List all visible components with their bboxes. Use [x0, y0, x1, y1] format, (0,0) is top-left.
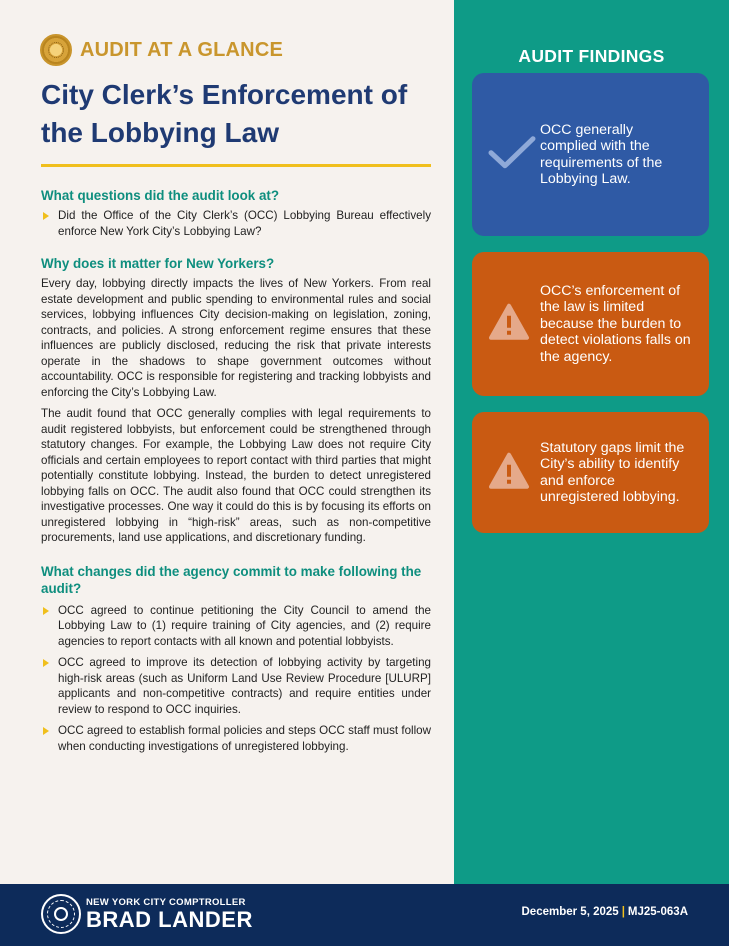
- findings-title: AUDIT FINDINGS: [518, 46, 665, 66]
- finding-card-enforcement: [472, 252, 709, 396]
- section-heading-why: Why does it matter for New Yorkers?: [41, 256, 275, 271]
- finding-card-compliance: [472, 73, 709, 236]
- questions-list: [41, 208, 431, 239]
- changes-list: [41, 603, 431, 755]
- paragraph: Every day, lobbying directly impacts the lives of New Yorkers. From real estate development and public spending to environmental rules and social services, lobbying influences City decision-making on legislation, zoning, contracts, and policies. A strong enforcement regime ensures that these influences are publicly disclosed, reducing the risk that private interests operate in the shadows to shape government outcomes without accountability. OCC is responsible for registering and tracking lobbyists and enforcing the City’s Lobbying Law.: [41, 277, 431, 399]
- finding-text: Statutory gaps limit the City’s ability to identify and enforce unregistered lobbying.: [540, 439, 685, 505]
- list-item: Did the Office of the City Clerk’s (OCC) Lobbying Bureau effectively enforce New York City’s Lobbying Law?: [41, 208, 431, 239]
- city-seal-icon: [40, 34, 72, 66]
- report-meta: [522, 906, 689, 918]
- separator: |: [621, 906, 625, 918]
- finding-text: OCC’s enforcement of the law is limited because the burden to detect violations falls on the agency.: [540, 282, 691, 365]
- office-name: NEW YORK CITY COMPTROLLER: [86, 897, 246, 908]
- list-item: OCC agreed to continue petitioning the City Council to amend the Lobbying Law to (1) require training of City agencies, and (2) require agencies to report contacts with all known and potential lobbyists.: [41, 603, 431, 650]
- findings-panel: [454, 0, 729, 884]
- finding-text: OCC generally complied with the requirements of the Lobbying Law.: [540, 121, 663, 187]
- footer: [0, 884, 729, 946]
- glance-label: AUDIT AT A GLANCE: [80, 38, 284, 61]
- report-id: MJ25-063A: [627, 906, 688, 918]
- comptroller-name: BRAD LANDER: [86, 907, 253, 932]
- title-divider: [41, 164, 431, 167]
- warning-icon: [488, 451, 530, 494]
- list-item: OCC agreed to establish formal policies and steps OCC staff must follow when conducting investigations of unregistered lobbying.: [41, 723, 431, 754]
- section-heading-questions: What questions did the audit look at?: [41, 188, 280, 203]
- report-date: December 5, 2025: [521, 906, 619, 918]
- list-item: OCC agreed to improve its detection of lobbying activity by targeting high-risk areas (such as Uniform Land Use Review Procedure [ULURP] applicants and non-competitive contracts) and require entities under review to respond to OCC inquiries.: [41, 655, 431, 717]
- page-title: City Clerk’s Enforcement of the Lobbying Law: [41, 79, 408, 148]
- checkmark-icon: [488, 135, 536, 174]
- glance-header: [40, 34, 430, 66]
- section-heading-changes: What changes did the agency commit to make following the audit?: [41, 563, 422, 596]
- warning-icon: [488, 303, 530, 346]
- finding-card-statutory-gaps: [472, 412, 709, 533]
- comptroller-seal-icon: [41, 894, 81, 934]
- paragraph: The audit found that OCC generally complies with legal requirements to audit registered lobbyists, but enforcement could be strengthened through statutory changes. For example, the Lobbying Law does not require City officials and certain employees to report contact with third parties that might potentially constitute lobbying. Instead, the burden to detect unregistered lobbying falls on OCC. The audit also found that OCC could strengthen its investigative processes. One way it could do this is by focusing its efforts on unregistered lobbying in “high-risk” areas, such as non-competitive procurements, land use applications, and discretionary funding.: [41, 407, 431, 544]
